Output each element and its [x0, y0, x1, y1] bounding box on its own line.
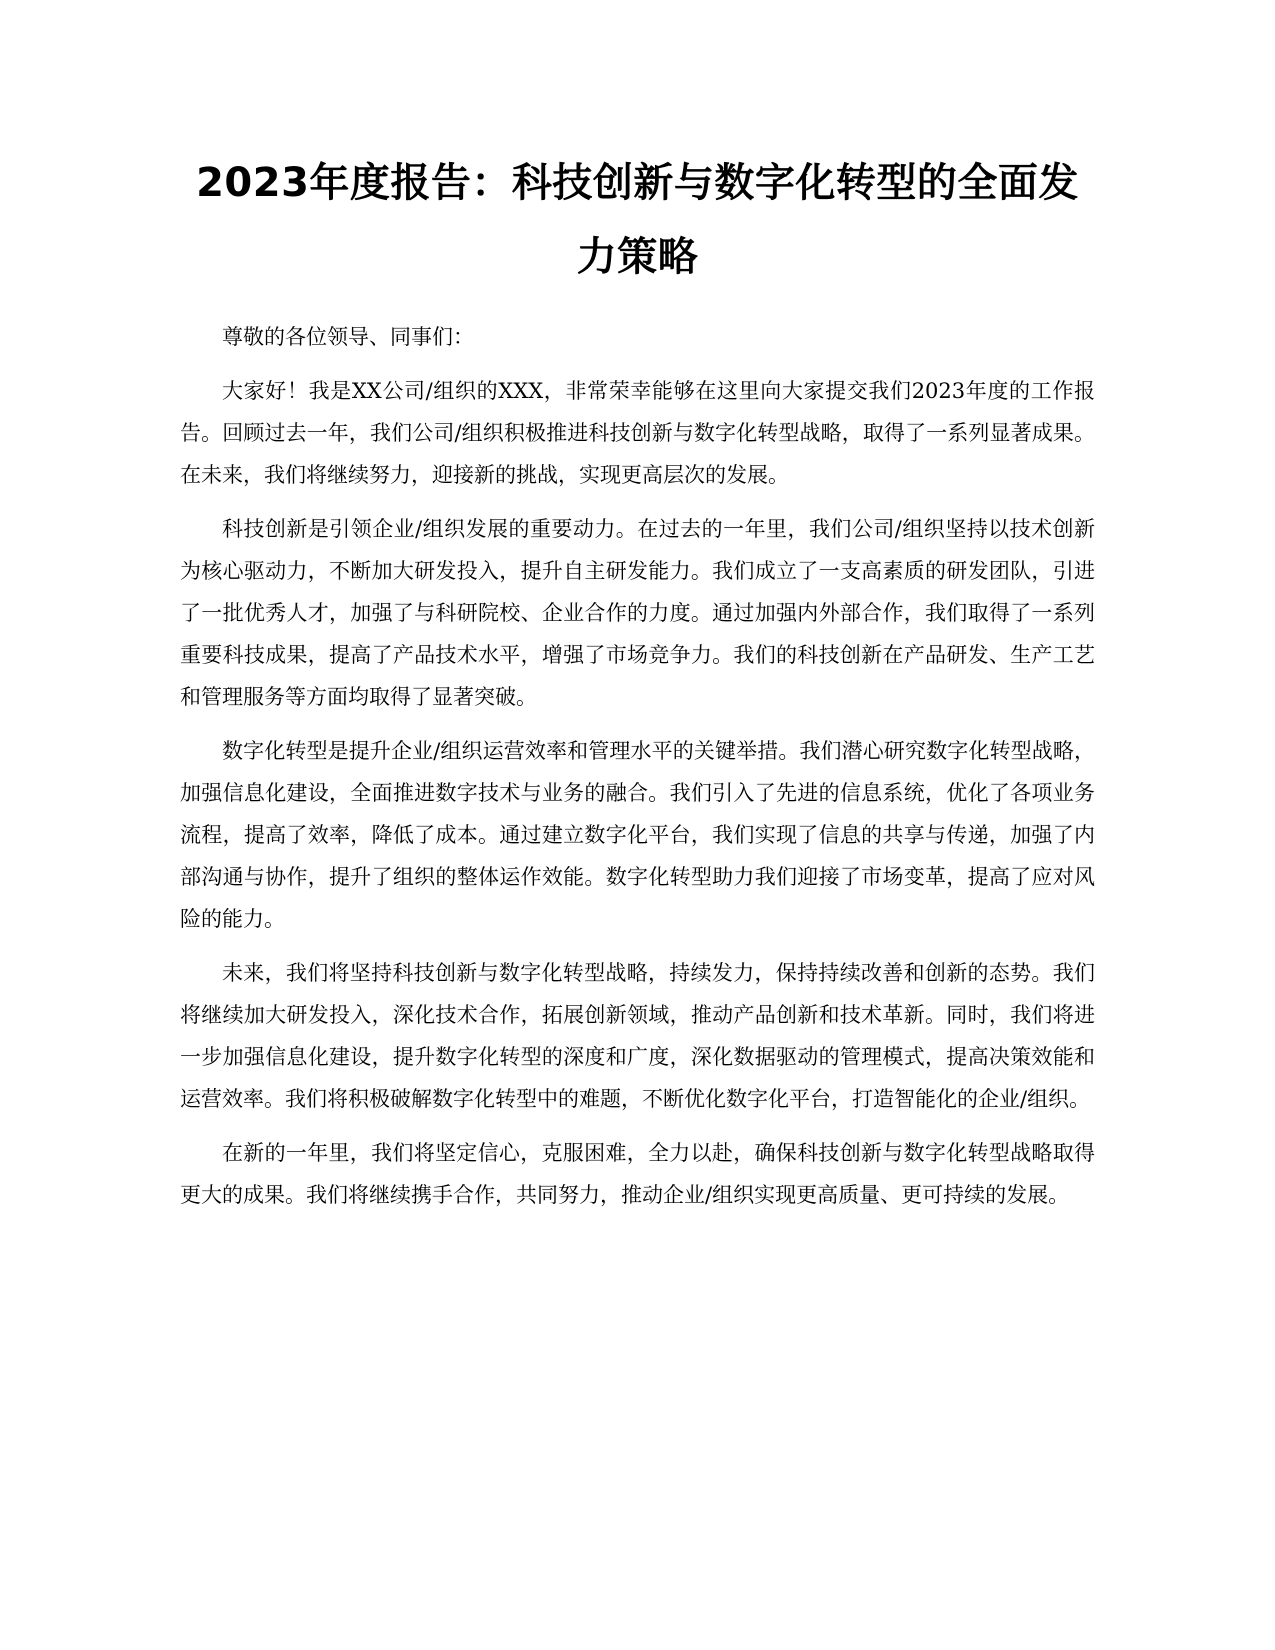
closing-paragraph: 在新的一年里，我们将坚定信心，克服困难，全力以赴，确保科技创新与数字化转型战略取得更大的成果。我们将继续携手合作，共同努力，推动企业/组织实现更高质量、更可持续的发展。	[180, 1141, 1095, 1207]
greeting-paragraph: 尊敬的各位领导、同事们：	[222, 325, 474, 349]
digital-transformation-paragraph: 数字化转型是提升企业/组织运营效率和管理水平的关键举措。我们潜心研究数字化转型战略，加强信息化建设，全面推进数字技术与业务的融合。我们引入了先进的信息系统，优化了各项业务流程，提高了效率，降低了成本。通过建立数字化平台，我们实现了信息的共享与传递，加强了内部沟通与协作，提升了组织的整体运作效能。数字化转型助力我们迎接了市场变革，提高了应对风险的能力。	[180, 739, 1095, 931]
intro-paragraph: 大家好！我是XX公司/组织的XXX，非常荣幸能够在这里向大家提交我们2023年度的工作报告。回顾过去一年，我们公司/组织积极推进科技创新与数字化转型战略，取得了一系列显著成果。在未来，我们将继续努力，迎接新的挑战，实现更高层次的发展。	[180, 379, 1095, 487]
innovation-paragraph: 科技创新是引领企业/组织发展的重要动力。在过去的一年里，我们公司/组织坚持以技术创新为核心驱动力，不断加大研发投入，提升自主研发能力。我们成立了一支高素质的研发团队，引进了一批优秀人才，加强了与科研院校、企业合作的力度。通过加强内外部合作，我们取得了一系列重要科技成果，提高了产品技术水平，增强了市场竞争力。我们的科技创新在产品研发、生产工艺和管理服务等方面均取得了显著突破。	[180, 517, 1095, 709]
future-plan-paragraph: 未来，我们将坚持科技创新与数字化转型战略，持续发力，保持持续改善和创新的态势。我们将继续加大研发投入，深化技术合作，拓展创新领域，推动产品创新和技术革新。同时，我们将进一步加强信息化建设，提升数字化转型的深度和广度，深化数据驱动的管理模式，提高决策效能和运营效率。我们将积极破解数字化转型中的难题，不断优化数字化平台，打造智能化的企业/组织。	[180, 961, 1095, 1111]
document-title: 2023年度报告：科技创新与数字化转型的全面发力策略	[196, 160, 1079, 280]
document-body	[180, 316, 1095, 1228]
